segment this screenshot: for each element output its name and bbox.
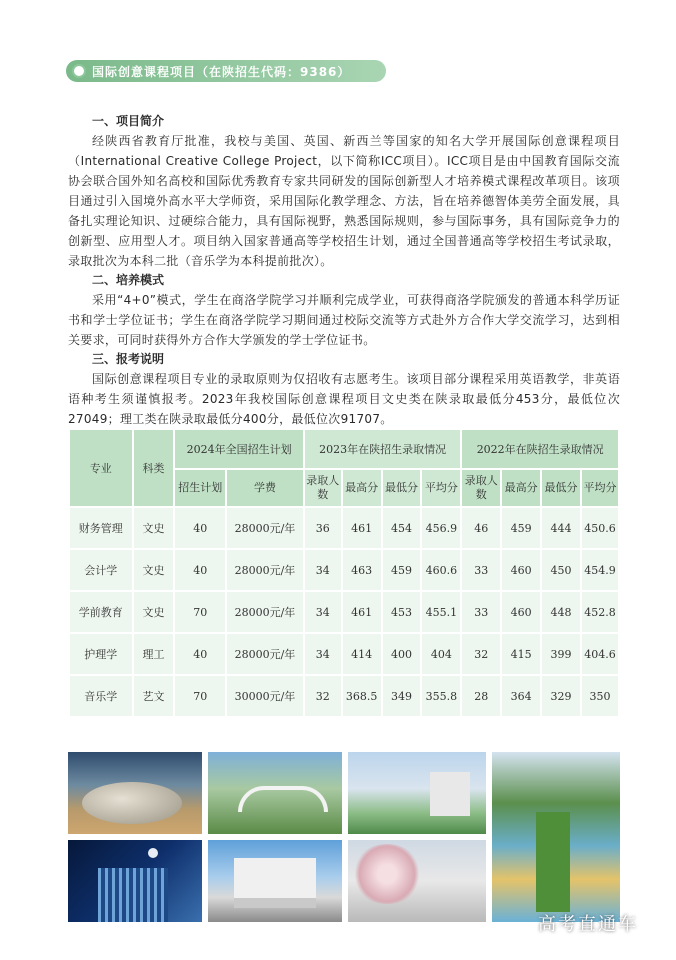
cell-min-2023: 400 xyxy=(382,633,422,675)
subheader-min-2022: 最低分 xyxy=(541,469,581,507)
cell-admit-2023: 34 xyxy=(304,591,342,633)
campus-photo-steps xyxy=(492,752,620,922)
cell-avg-2023: 455.1 xyxy=(421,591,461,633)
header-admission-2022: 2022年在陕招生录取情况 xyxy=(461,429,619,469)
section-banner xyxy=(66,60,386,82)
section-text-mode: 采用“4+0”模式，学生在商洛学院学习并顺利完成学业，可获得商洛学院颁发的普通本科学历证书和学士学位证书；学生在商洛学院学习期间通过校际交流等方式赴外方合作大学交流学习，达到相关要求，可同时获得外方合作大学颁发的学士学位证书。 xyxy=(68,293,620,347)
table-row xyxy=(69,507,619,549)
cell-major: 音乐学 xyxy=(69,675,133,717)
header-plan-2024: 2024年全国招生计划 xyxy=(174,429,303,469)
article-body xyxy=(68,112,620,429)
cell-admit-2022: 28 xyxy=(461,675,501,717)
cell-min-2022: 450 xyxy=(541,549,581,591)
cell-max-2022: 460 xyxy=(501,591,541,633)
cell-admit-2023: 34 xyxy=(304,633,342,675)
table-row xyxy=(69,633,619,675)
cell-category: 文史 xyxy=(133,549,175,591)
cell-fee: 28000元/年 xyxy=(226,633,304,675)
subheader-admit-2023: 录取人数 xyxy=(304,469,342,507)
cell-min-2022: 399 xyxy=(541,633,581,675)
subheader-admit-2022: 录取人数 xyxy=(461,469,501,507)
campus-photo-bridge xyxy=(208,752,342,834)
cell-category: 艺文 xyxy=(133,675,175,717)
cell-plan: 40 xyxy=(174,633,226,675)
cell-plan: 40 xyxy=(174,507,226,549)
campus-photo-night xyxy=(68,840,202,922)
cell-avg-2023: 404 xyxy=(421,633,461,675)
cell-admit-2022: 33 xyxy=(461,549,501,591)
subheader-max-2022: 最高分 xyxy=(501,469,541,507)
subheader-min-2023: 最低分 xyxy=(382,469,422,507)
cell-admit-2023: 36 xyxy=(304,507,342,549)
cell-fee: 28000元/年 xyxy=(226,507,304,549)
cell-admit-2023: 32 xyxy=(304,675,342,717)
cell-max-2023: 414 xyxy=(342,633,382,675)
cell-max-2022: 459 xyxy=(501,507,541,549)
subheader-max-2023: 最高分 xyxy=(342,469,382,507)
cell-plan: 70 xyxy=(174,675,226,717)
section-title-mode: 二、培养模式 xyxy=(92,273,165,287)
cell-major: 会计学 xyxy=(69,549,133,591)
header-category: 科类 xyxy=(133,429,175,507)
cell-avg-2023: 460.6 xyxy=(421,549,461,591)
campus-photo-road xyxy=(348,752,486,834)
cell-min-2023: 453 xyxy=(382,591,422,633)
cell-avg-2022: 452.8 xyxy=(581,591,619,633)
subheader-fee: 学费 xyxy=(226,469,304,507)
header-major: 专业 xyxy=(69,429,133,507)
campus-photo-building xyxy=(208,840,342,922)
cell-max-2022: 415 xyxy=(501,633,541,675)
table-row xyxy=(69,591,619,633)
cell-major: 学前教育 xyxy=(69,591,133,633)
watermark-text: 高考直通车 xyxy=(538,914,638,935)
cell-admit-2023: 34 xyxy=(304,549,342,591)
cell-max-2023: 463 xyxy=(342,549,382,591)
banner-title: 国际创意课程项目（在陕招生代码：9386） xyxy=(92,64,351,79)
cell-category: 理工 xyxy=(133,633,175,675)
cell-min-2023: 349 xyxy=(382,675,422,717)
cell-plan: 40 xyxy=(174,549,226,591)
admission-table xyxy=(68,428,620,718)
cell-fee: 28000元/年 xyxy=(226,591,304,633)
cell-major: 财务管理 xyxy=(69,507,133,549)
banner-dot-icon xyxy=(72,64,86,78)
cell-category: 文史 xyxy=(133,507,175,549)
subheader-avg-2022: 平均分 xyxy=(581,469,619,507)
cell-avg-2022: 350 xyxy=(581,675,619,717)
header-admission-2023: 2023年在陕招生录取情况 xyxy=(304,429,462,469)
cell-avg-2022: 454.9 xyxy=(581,549,619,591)
cell-avg-2022: 404.6 xyxy=(581,633,619,675)
section-title-notes: 三、报考说明 xyxy=(92,352,165,366)
cell-major: 护理学 xyxy=(69,633,133,675)
subheader-avg-2023: 平均分 xyxy=(421,469,461,507)
campus-photo-grid xyxy=(68,752,620,927)
cell-max-2023: 461 xyxy=(342,507,382,549)
cell-max-2022: 460 xyxy=(501,549,541,591)
cell-min-2022: 444 xyxy=(541,507,581,549)
table-row xyxy=(69,675,619,717)
subheader-plan: 招生计划 xyxy=(174,469,226,507)
campus-photo-blossom xyxy=(348,840,486,922)
cell-fee: 30000元/年 xyxy=(226,675,304,717)
cell-admit-2022: 33 xyxy=(461,591,501,633)
cell-admit-2022: 46 xyxy=(461,507,501,549)
cell-min-2023: 459 xyxy=(382,549,422,591)
cell-avg-2022: 450.6 xyxy=(581,507,619,549)
cell-max-2023: 461 xyxy=(342,591,382,633)
cell-min-2022: 448 xyxy=(541,591,581,633)
cell-admit-2022: 32 xyxy=(461,633,501,675)
cell-max-2022: 364 xyxy=(501,675,541,717)
cell-plan: 70 xyxy=(174,591,226,633)
table-row xyxy=(69,549,619,591)
cell-avg-2023: 456.9 xyxy=(421,507,461,549)
cell-fee: 28000元/年 xyxy=(226,549,304,591)
section-text-notes: 国际创意课程项目专业的录取原则为仅招收有志愿考生。该项目部分课程采用英语教学，非英语语种考生须谨慎报考。2023年我校国际创意课程项目文史类在陕录取最低分453分，最低位次27049；理工类在陕录取最低分400分，最低位次91707。 xyxy=(68,372,620,426)
cell-min-2023: 454 xyxy=(382,507,422,549)
cell-min-2022: 329 xyxy=(541,675,581,717)
cell-avg-2023: 355.8 xyxy=(421,675,461,717)
cell-category: 文史 xyxy=(133,591,175,633)
cell-max-2023: 368.5 xyxy=(342,675,382,717)
campus-photo-rock xyxy=(68,752,202,834)
section-text-intro: 经陕西省教育厅批准，我校与美国、英国、新西兰等国家的知名大学开展国际创意课程项目（International Creative College Project，以下简称ICC项目）。ICC项目是由中国教育国际交流协会联合国外知名高校和国际优秀教育专家共同研发的国际创新型人才培养模式课程改革项目。该项目通过引入国境外高水平大学师资，采用国际化教学理念、方法，旨在培养德智体美劳全面发展，具备扎实理论知识、过硬综合能力，具有国际视野，熟悉国际规则，参与国际事务，具有国际竞争力的创新型、应用型人才。项目纳入国家普通高等学校招生计划，通过全国普通高等学校招生考试录取，录取批次为本科二批（音乐学为本科提前批次）。 xyxy=(68,134,620,268)
section-title-intro: 一、项目简介 xyxy=(92,114,165,128)
